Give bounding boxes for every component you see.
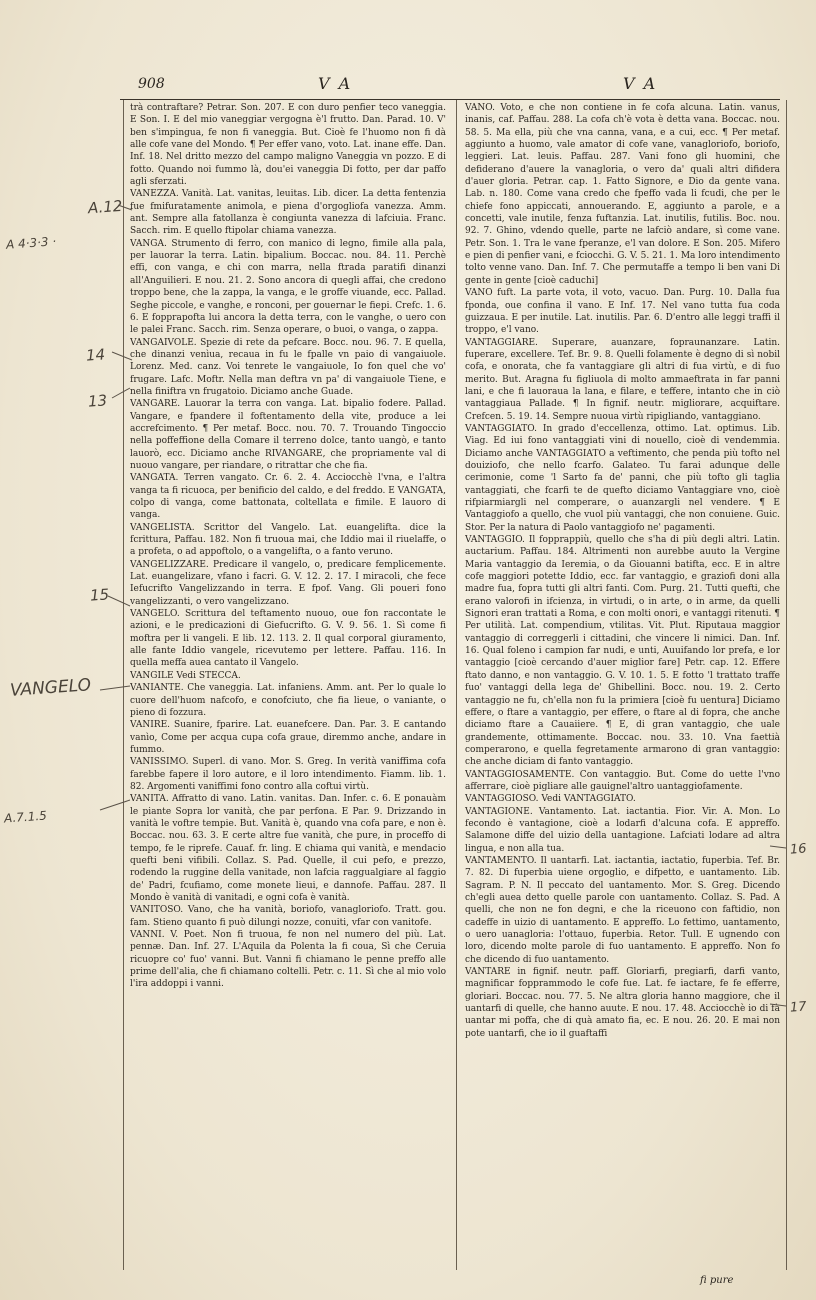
margin-note: A 4·3·3 · (5, 234, 57, 252)
margin-note: 14 (85, 345, 106, 365)
right-column-letters: V A (623, 74, 658, 93)
margin-note: 17 (789, 999, 808, 1016)
pencil-tick (112, 352, 132, 360)
entry: VANTAGIONE. Vantamento. Lat. iactantia. Fior. Vir. A. Mon. Lo fecondo è vantagione, cioè a lodarfi d'alcuna cofa. E appreffo. Salamone diffe del uizio della uantagione. Lafciati lodare ad altra lingua, e non alla tua. (465, 806, 780, 854)
entry: VANTAGGIOSAMENTE. Con vantaggio. But. Come do uette l'vno afferrare, cioè pigliare alle gauignel'altro uantaggiofamente. (465, 769, 780, 792)
entry: VANIRE. Suanire, fparire. Lat. euanefcere. Dan. Par. 3. E cantando vanìo, Come per acqua cupa cofa graue, diremmo anche, andare in fummo. (130, 720, 446, 755)
entry: VANTAGGIO. Il fopprappiù, quello che s'ha di più degli altri. Latin. auctarium. Paffau. 184. Altrimenti non aurebbe auuto la Vergine Maria vantaggio da Ieremia, o da Giouanni batifta, ecc. E in altre cofe maggiori potette Iddio, ecc. far vantaggio, e graziofi doni alla madre fua, fopra tutti gli altri fanti. Com. Purg. 21. Tutti quefti, che erano valorofi in ifcienza, in virtudi, o in arte, o in arme, da quelli Signori eran trattati a Roma, e con molti onori, e vantaggi ritenuti. ¶ Per utilità. Lat. compendium, vtilitas. Vit. Plut. Riputaua maggior vantaggio di correggerli i cittadini, che vincere li nimici. Dan. Inf. 16. Qual foleno i campion far nudi, e unti, Auuifando lor prefa, e lor vantaggio [cioè cercando d'auer miglior fare] Petr. cap. 12. Effere ftato danno, e non vantaggio. G. V. 10. 1. 5. E fotto 'l trattato traffe fuo' vantaggi della lega de' Ghibellini. Bocc. nou. 19. 2. Certo vantaggio ne fu, ch'ella non fu la primiera [cioè fu uentura] Diciamo effere, o ftare a vantaggio, per effere, o ftare al di fopra, che anche diciamo ftare a Cauaiiere. ¶ E, di gran vantaggio, che uale grandemente, ottimamente. Boccac. nou. 33. 10. Vna faettià comperarono, e quella fegretamente armarono di gran vantaggio: che anche diciam di fanto vantaggio. (465, 535, 780, 768)
entry: VANNI. V. Poet. Non fi truoua, fe non nel numero del più. Lat. pennæ. Dan. Inf. 27. L'Aquila da Polenta la fi coua, Sì che Ceruia ricuopre co' fuo' vanni. But. Vanni fi chiamano le penne preffo alle prime dell'alia, che fi chiamano coltelli. Petr. c. 11. Sì che al mio volo l'ira addoppi i vanni. (130, 930, 446, 990)
page-number: 908 (138, 76, 165, 92)
margin-note: A.12 (87, 196, 123, 218)
entry: VANGARE. Lauorar la terra con vanga. Lat. bipalio fodere. Pallad. Vangare, e fpandere il foftentamento della vite, produce a lei accrefcimento. ¶ Per metaf. Bocc. nou. 70. 7. Trouando Tingoccio nella poffeffione della Comare il terreno dolce, tanto uangò, e tanto lauorò, ecc. Diciamo anche RIVANGARE, che propriamente val di nuouo vangare, per riandare, o ritrattar che che fia. (130, 399, 446, 471)
entry: VANTAMENTO. Il uantarfi. Lat. iactantia, iactatio, fuperbia. Tef. Br. 7. 82. Di fuperbia uiene orgoglio, e difpetto, e uantamento. Lib. Sagram. P. N. Il peccato del uantamento. Mor. S. Greg. Dicendo ch'egli auea detto quelle parole con uantamento. Collaz. S. Pad. A quelli, che non ne fon degni, e che la riceuono con faftidio, non cadeffe in uizio di uantamento. E appreffo. Lo fettimo, uantamento, o uero uanagloria: l'ottauo, fuperbia. Retor. Tull. E ugnendo con loro, dicendo molte parole di fuo uantamento. E appreffo. Non fo che dicendo di fuo uantamento. (465, 855, 780, 965)
pencil-tick (112, 388, 130, 398)
entry: VANISSIMO. Superl. di vano. Mor. S. Greg. In verità vaniffima cofa farebbe fapere il loro autore, e il loro intendimento. Fiamm. lib. 1. 82. Argomenti vaniffimi fono contro alla coftui virtù. (130, 757, 446, 792)
pencil-tick (770, 1004, 786, 1006)
entry: VANGATA. Terren vangato. Cr. 6. 2. 4. Acciocchè l'vna, e l'altra vanga ta fi ricuoca, per benificio del caldo, e del freddo. E VANGATA, colpo di vanga, come battonata, coltellata e fimile. E lauoro di vanga. (130, 473, 446, 521)
entry: VANTAGGIARE. Superare, auanzare, fopraunanzare. Latin. fuperare, excellere. Tef. Br. 9. 8. Quelli folamente è degno di sì nobil cofa, e onorata, che fa vantaggiare gli altri di fua virtù, e di fuo merito. But. Aragna fu figliuola di molto ammaeftrata in far panni lani, e che fi lauoraua la lana, e filare, e teffere, intanto che in ciò vantaggiaua Pallade. ¶ In fignif. neutr. migliorare, acquiftare. Crefcen. 5. 19. 14. Sempre nuoua virtù ripigliando, vantaggiano. (465, 337, 780, 422)
entry: VANTARE in fignif. neutr. paff. Gloriarfi, pregiarfi, darfi vanto, magnificar fopprammodo le cofe fue. Lat. fe iactare, fe fe efferre, gloriari. Boccac. nou. 77. 5. Ne altra gloria hanno maggiore, che il uantarfi di quelle, che hanno auute. E nou. 17. 48. Acciocchè io di fà uantar mi poffa, che di quà amato fia, ec. E nou. 26. 20. E mai non pote uantarfi, che io il guaftaffi (465, 967, 780, 1039)
margin-note: 13 (87, 391, 108, 411)
entry: VANGAIVOLE. Spezie di rete da pefcare. Bocc. nou. 96. 7. E quella, che dinanzi venìua, recaua in fu le fpalle vn paio di vangaiuole. Lorenz. Med. canz. Voi tenrete le vangaiuole, Io fon quel che vo' frugare. Lafc. Moftr. Nella man deftra vn pa' di vangaiuole Tiene, e nella finiftra vn frugatoio. Diciamo anche Guade. (130, 337, 446, 397)
entry: trà contraftare? Petrar. Son. 207. E con duro penfier teco vaneggia. E Son. I. E del mio vaneggiar vergogna è'l frutto. Dan. Parad. 10. V' ben s'impingua, fe non fi vaneggia. But. Cioè fe l'huomo non fi dà alle cofe vane del Mondo. ¶ Per effer vano, voto. Lat. inane effe. Dan. Inf. 18. Nel dritto mezzo del campo maligno Vaneggia vn pozzo. E di fotto. Quando noi fummo là, dou'ei vaneggia Di fotto, per dar paffo agli sferzati. (130, 103, 446, 188)
entry: VANGELIZZARE. Predicare il vangelo, o, predicare femplicemente. Lat. euangelizare, vfano i facri. G. V. 12. 2. 17. I miracoli, che fece Iefucrifto Vangelizzando in terra. E fpof. Vang. Gli poueri fono vangelizzanti, o vero vangelizzano. (130, 559, 446, 607)
pencil-tick (118, 205, 132, 210)
entry: VANIANTE. Che vaneggia. Lat. infaniens. Amm. ant. Per lo quale lo cuore dell'huom nafcofo, e conofciuto, che fia lieue, o vaniante, o pieno di fozzura. (130, 683, 446, 718)
pencil-tick (100, 686, 130, 690)
entry: VANGELISTA. Scrittor del Vangelo. Lat. euangelifta. dice la fcrittura, Paffau. 182. Non fi truoua mai, che Iddio mai il riuelaffe, o a profeta, o ad appoftolo, o a vangelifta, o a fanto veruno. (130, 522, 446, 558)
entry: VANGA. Strumento di ferro, con manico di legno, fimile alla pala, per lauorar la terra. Latin. bipalium. Boccac. nou. 84. 11. Perchè effi, con vanga, e chi con marra, nella ftrada paratifi dinanzi all'Anguilieri. E nou. 21. 2. Sono ancora di quegli affai, che credono troppo bene, che la zappa, la vanga, e le groffe viuande, ecc. Pallad. Seghe piccole, e vanghe, e ronconi, per gouernar le fiepi. Crefc. 1. 6. 6. E fopprapofta lui ancora la detta terra, con le vanghe, o uero con le palei Franc. Sacch. rim. Senza operare, o buoi, o vanga, o zappa. (130, 238, 446, 336)
entry: VANITA. Affratto di vano. Latin. vanitas. Dan. Infer. c. 6. E ponauàm le piante Sopra lor vanità, che par perfona. E Par. 9. Drizzando in vanità le voftre tempie. But. Vanità è, quando vna cofa pare, e non è. Boccac. nou. 63. 3. E certe altre fue vanità, che pure, in proceffo di tempo, fe le riprefe. Cauaf. fr. ling. E chiama qui vanità, e mendacio quefti beni vifibili. Collaz. S. Pad. Quelle, il cui pefo, e prezzo, rodendo la ruggine della vanitade, non lafcia raggualgiare al faggio de' Padri, fcufiamo, come monete lieui, e dannofe. Paffau. 287. Il Mondo è vanità di vanitadi, e ogni cofa è vanità. (130, 794, 446, 903)
catchword: fi pure (700, 1275, 734, 1286)
margin-note: 16 (789, 841, 808, 858)
entry: VANO fuft. La parte vota, il voto, vacuo. Dan. Purg. 10. Dalla fua fponda, oue confina il vano. E Inf. 17. Nel vano tutta fua coda guizzaua. E per inutile. Lat. inutilis. Par. 6. D'entro alle leggi traffi il troppo, e'l vano. (465, 288, 780, 336)
entry: VANTAGGIOSO. Vedi VANTAGGIATO. (465, 794, 636, 805)
pencil-tick (100, 800, 130, 810)
entry: VANEZZA. Vanità. Lat. vanitas, leuitas. Lib. dicer. La detta fentenzia fue fmifuratamente animola, e piena d'orgogliofa vanezza. Amm. ant. Sempre alla fatollanza è congiunta vanezza di lafciuia. Franc. Sacch. rim. E quello ftipolar chiama vanezza. (130, 189, 446, 237)
entry: VANGELO. Scrittura del teftamento nuouo, oue fon raccontate le azioni, e le predicazioni di Giefucrifto. G. V. 9. 56. 1. Sì come fi moftra per li vangeli. E lib. 12. 113. 2. Il qual corporal giuramento, alle fante Iddio vangele, ricevutemo per lettere. Paffau. 116. In quella meffa auea cantato il Vangelo. (130, 609, 446, 669)
pencil-tick (108, 596, 130, 606)
left-column-letters: V A (318, 74, 353, 93)
entry: VANGILE Vedi STECCA. (130, 670, 241, 681)
entry: VANTAGGIATO. In grado d'eccellenza, ottimo. Lat. optimus. Lib. Viag. Ed iui fono vantaggiati vini di nouello, cioè di vendemmia. Diciamo anche VANTAGGIATO a veftimento, che penda più tofto nel douiziofo, che nello fcarfo. Galateo. Tu farai adunque delle cerimonie, come 'l Sarto fa de' panni, che più tofto gli taglia vantaggiati, che fcarfi te de quefto diciamo Vantaggiare vno, cioè rifpiarmiargli nel comperare, o auanzargli nel vendere. ¶ E Vantaggiofo a quello, che vuol più vantaggi, che non conuiene. Guic. Stor. Per la natura di Paolo vantaggiofo ne' pagamenti. (465, 423, 780, 533)
margin-note: 15 (89, 585, 110, 605)
pencil-tick (770, 846, 786, 848)
margin-note: VANGELO (9, 675, 92, 701)
entry: VANO. Voto, e che non contiene in fe cofa alcuna. Latin. vanus, inanis, caf. Paffau. 288. La cofa ch'è vota è detta vana. Boccac. nou. 58. 5. Ma ella, più che vna canna, vana, e a cui, ecc. ¶ Per metaf. aggiunto a huomo, vale amator di cofe vane, vanagloriofo, boriofo, leggieri. Lat. leuis. Paffau. 287. Vani fono gli huomini, che defiderano d'auere la vanagloria, o vero da' quali altri difidera d'auer gloria. Petrar. cap. 1. Fatto Signore, e Dio da gente vana. Lab. n. 180. Come vana credo che fpeffo vada li fcudi, che per le chiefe fono appiccati, annouerando. E, aggiunto a parole, e a concetti, vale inutile, fenza fuftanzia. Lat. inutilis, futilis. Boc. nou. 92. 7. Ghino, vdendo quelle, parte ne lafciò andare, sì come vane. Petr. Son. 1. Tra le vane fperanze, e'l van dolore. E Son. 205. Mifero e pien di penfier vani, e fciocchi. G. V. 5. 21. 1. Ma loro intendimento tolto venne vano. Dan. Inf. 7. Che permutaffe a tempo li ben vani Di gente in gente [cioè caduchi] (465, 103, 780, 286)
margin-note: A.7.1.5 (3, 808, 48, 826)
entry: VANITOSO. Vano, che ha vanità, boriofo, vanagloriofo. Tratt. gou. fam. Stieno quanto fi può dilungi nozze, conuiti, vfar con vanitofe. (130, 905, 446, 928)
